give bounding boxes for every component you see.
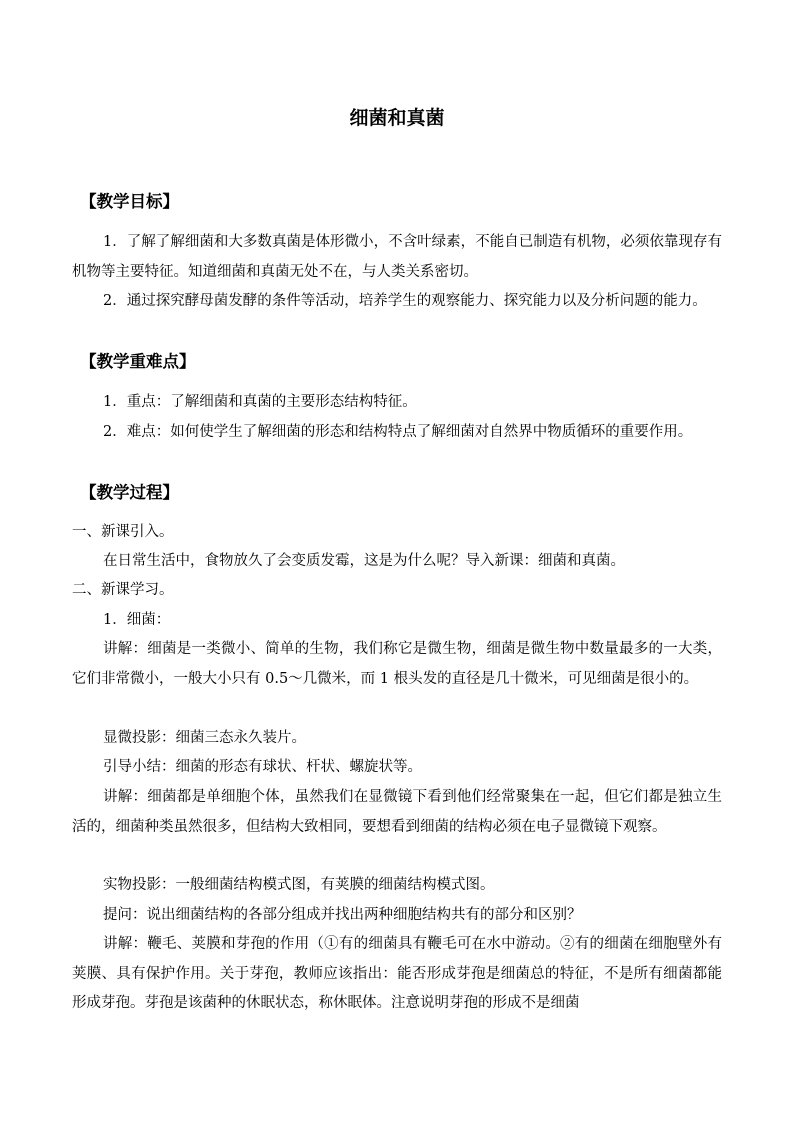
section-new-lesson-study: 二、新课学习。 <box>72 582 174 598</box>
key-point-paragraph-1: 1．重点：了解细菌和真菌的主要形态结构特征。 <box>103 394 417 410</box>
heading-key-difficult-points: 【教学重难点】 <box>80 352 196 371</box>
question-prompt: 提问：说出细菌结构的各部分组成并找出两种细胞结构共有的部分和区别？ <box>103 907 582 923</box>
intro-paragraph: 在日常生活中，食物放久了会变质发霉，这是为什么呢？导入新课：细菌和真菌。 <box>103 553 625 569</box>
bacteria-explanation-2: 讲解：细菌都是单细胞个体，虽然我们在显微镜下看到他们经常聚集在一起，但它们都是独立生活的，细菌种类虽然很多，但结构大致相同，要想看到细菌的结构必须在电子显微镜下观察。 <box>72 789 722 835</box>
heading-teaching-process: 【教学过程】 <box>80 483 179 502</box>
guided-summary: 引导小结：细菌的形态有球状、杆状、螺旋状等。 <box>103 759 422 775</box>
goal-paragraph-1: 1．了解了解细菌和大多数真菌是体形微小，不含叶绿素，不能自已制造有机物，必须依靠现存有机物等主要特征。知道细菌和真菌无处不在，与人类关系密切。 <box>72 234 722 280</box>
section-new-lesson-intro: 一、新课引入。 <box>72 524 174 540</box>
subsection-bacteria: 1．细菌： <box>103 612 171 628</box>
microscope-projection-note: 显微投影：细菌三态永久装片。 <box>103 730 306 746</box>
goal-paragraph-2: 2．通过探究酵母菌发酵的条件等活动，培养学生的观察能力、探究能力以及分析问题的能力。 <box>103 293 707 309</box>
bacteria-explanation-3: 讲解：鞭毛、荚膜和芽孢的作用（①有的细菌具有鞭毛可在水中游动。②有的细菌在细胞壁外有荚膜、具有保护作用。关于芽孢，教师应该指出：能否形成芽孢是细菌总的特征，不是所有细菌都能形成芽孢。芽孢是该菌种的休眠状态，称休眠体。注意说明芽孢的形成不是细菌 <box>72 936 722 1011</box>
document-title: 细菌和真菌 <box>349 107 445 129</box>
key-point-paragraph-2: 2．难点：如何使学生了解细菌的形态和结构特点了解细菌对自然界中物质循环的重要作用。 <box>103 424 693 440</box>
physical-projection-note: 实物投影：一般细菌结构模式图，有荚膜的细菌结构模式图。 <box>103 877 495 893</box>
heading-teaching-goals: 【教学目标】 <box>80 192 179 211</box>
bacteria-explanation-1: 讲解：细菌是一类微小、简单的生物，我们称它是微生物，细菌是微生物中数量最多的一大类，它们非常微小，一般大小只有 0.5～几微米，而 1 根头发的直径是几十微米，可见细菌是很小的。 <box>72 641 722 687</box>
